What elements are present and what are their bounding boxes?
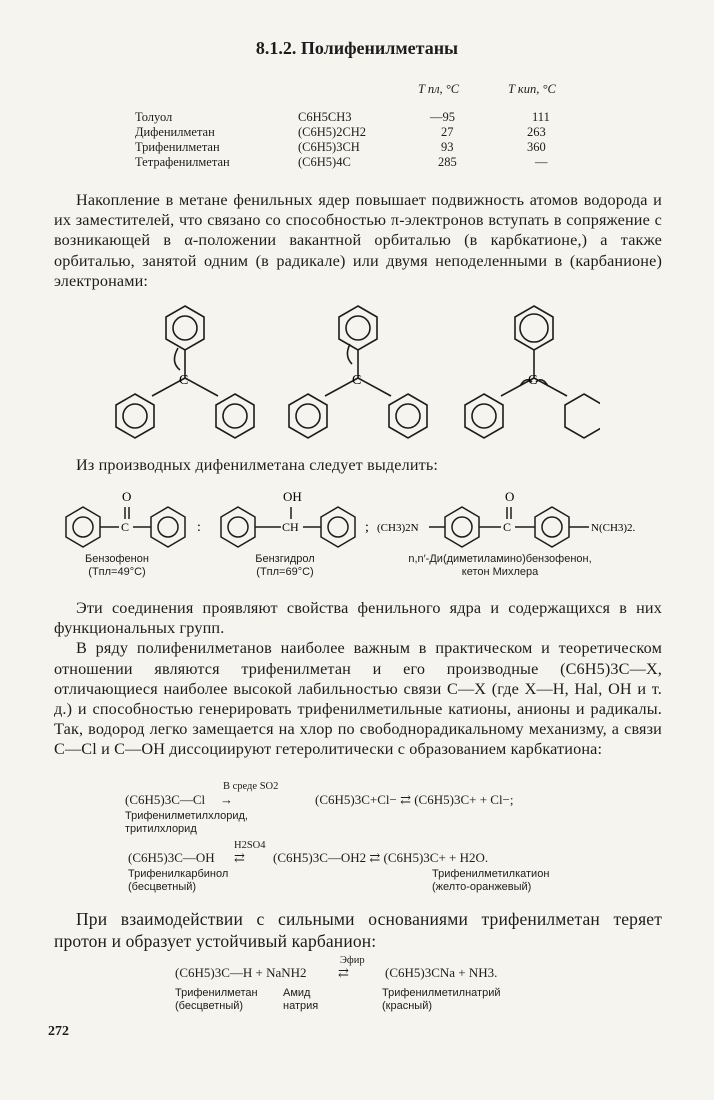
svg-text:O: O bbox=[505, 489, 515, 504]
reaction-carbanion-name-1: Трифенилметан (бесцветный) bbox=[175, 987, 258, 1012]
paragraph-carbanion: При взаимодействии с сильными основаниями трифенилметан теряет протон и образует устойчивый карбанион: bbox=[54, 909, 662, 951]
reaction-carbanion-name-3: Трифенилметилнатрий (красный) bbox=[382, 987, 501, 1012]
carbon-label: C bbox=[528, 373, 538, 388]
michler-ketone-label: n,n′-Ди(диметиламино)бензофенон, кетон Михлера bbox=[408, 553, 592, 578]
reaction-carbinol-left-names: Трифенилкарбинол (бесцветный) bbox=[128, 868, 229, 893]
benzhydrol-label: Бензгидрол (Tпл=69°C) bbox=[255, 553, 315, 578]
paragraph-conjugation: Накопление в метане фенильных ядер повышает подвижность атомов водорода и их заместителей, что связано со способностью π-электронов вступать в сопряжение с возникающей в α-положении вакантной орбиталью (в карбкатионе,) а также орбиталью, занятой одним (в радикале) или двумя неподеленными в (карбанионе) электронами: bbox=[54, 191, 662, 290]
col-header-tkip: T кип, °C bbox=[508, 82, 556, 96]
svg-text:C: C bbox=[121, 520, 130, 534]
svg-text::: : bbox=[197, 520, 201, 535]
page-title: 8.1.2. Полифенилметаны bbox=[255, 38, 459, 58]
reaction-chloride: (C6H5)3C—Cl В среде SO2 → (C6H5)3C+Cl− ⇄ (C6H5)3C+ + Cl−; bbox=[125, 781, 514, 807]
svg-text:;: ; bbox=[365, 520, 369, 535]
svg-text:OH: OH bbox=[283, 489, 302, 504]
table-header bbox=[400, 82, 660, 102]
derivatives-structures bbox=[55, 485, 695, 555]
svg-text:CH: CH bbox=[282, 520, 299, 534]
resonance-structures-diagram bbox=[100, 300, 600, 450]
paragraph-properties: Эти соединения проявляют свойства фенильного ядра и содержащихся в них функциональных групп. В ряду полифенилметанов наиболее важным в практическом и теоретическом отношении являются трифенилметан и его производные (C6H5)3C—X, отличающиеся наиболее высокой лабильностью связи C—X (где X—H, Hal, OH и т. д.) и способностью генерировать трифенилметильные катионы, анионы и радикалы. Так, водород легко замещается на хлор по свободнорадикальному механизму, а связи C—Cl и C—OH диссоциируют гетеролитически с образованием карбкатиона: bbox=[54, 599, 662, 759]
svg-text:(CH3)2N: (CH3)2N bbox=[377, 522, 419, 534]
reaction-chloride-names: Трифенилметилхлорид, тритилхлорид bbox=[125, 810, 248, 835]
reaction-carbinol: (C6H5)3C—OH H2SO4 ⇄ (C6H5)3C—OH2 ⇄ (C6H5)3C+ + H2O. bbox=[128, 840, 489, 865]
reaction-carbinol-right-names: Трифенилметилкатион (желто-оранжевый) bbox=[432, 868, 550, 893]
carbon-label: C bbox=[179, 373, 189, 388]
svg-text:N(CH3)2.: N(CH3)2. bbox=[591, 522, 636, 534]
properties-table: Толуол C6H5CH3 —95 111 Дифенилметан (C6H5)2CH2 27 263 Трифенилметан (C6H5)3CH 93 360 Тетрафенилметан (C6H5)4C 285 — bbox=[135, 110, 550, 169]
derivatives-intro: Из производных дифенилметана следует выделить: bbox=[76, 456, 439, 474]
svg-text:O: O bbox=[122, 489, 132, 504]
svg-text:C: C bbox=[503, 520, 512, 534]
reaction-carbanion-name-2: Амид натрия bbox=[283, 987, 319, 1012]
benzophenone-label: Бензофенон (Tпл=49°C) bbox=[85, 553, 149, 578]
col-header-tpl: T пл, °C bbox=[418, 82, 460, 96]
reaction-carbanion: (C6H5)3C—H + NaNH2 Эфир ⇄ (C6H5)3CNa + NH3. bbox=[175, 955, 498, 980]
carbon-label: C bbox=[352, 373, 362, 388]
page-number: 272 bbox=[48, 1024, 69, 1039]
